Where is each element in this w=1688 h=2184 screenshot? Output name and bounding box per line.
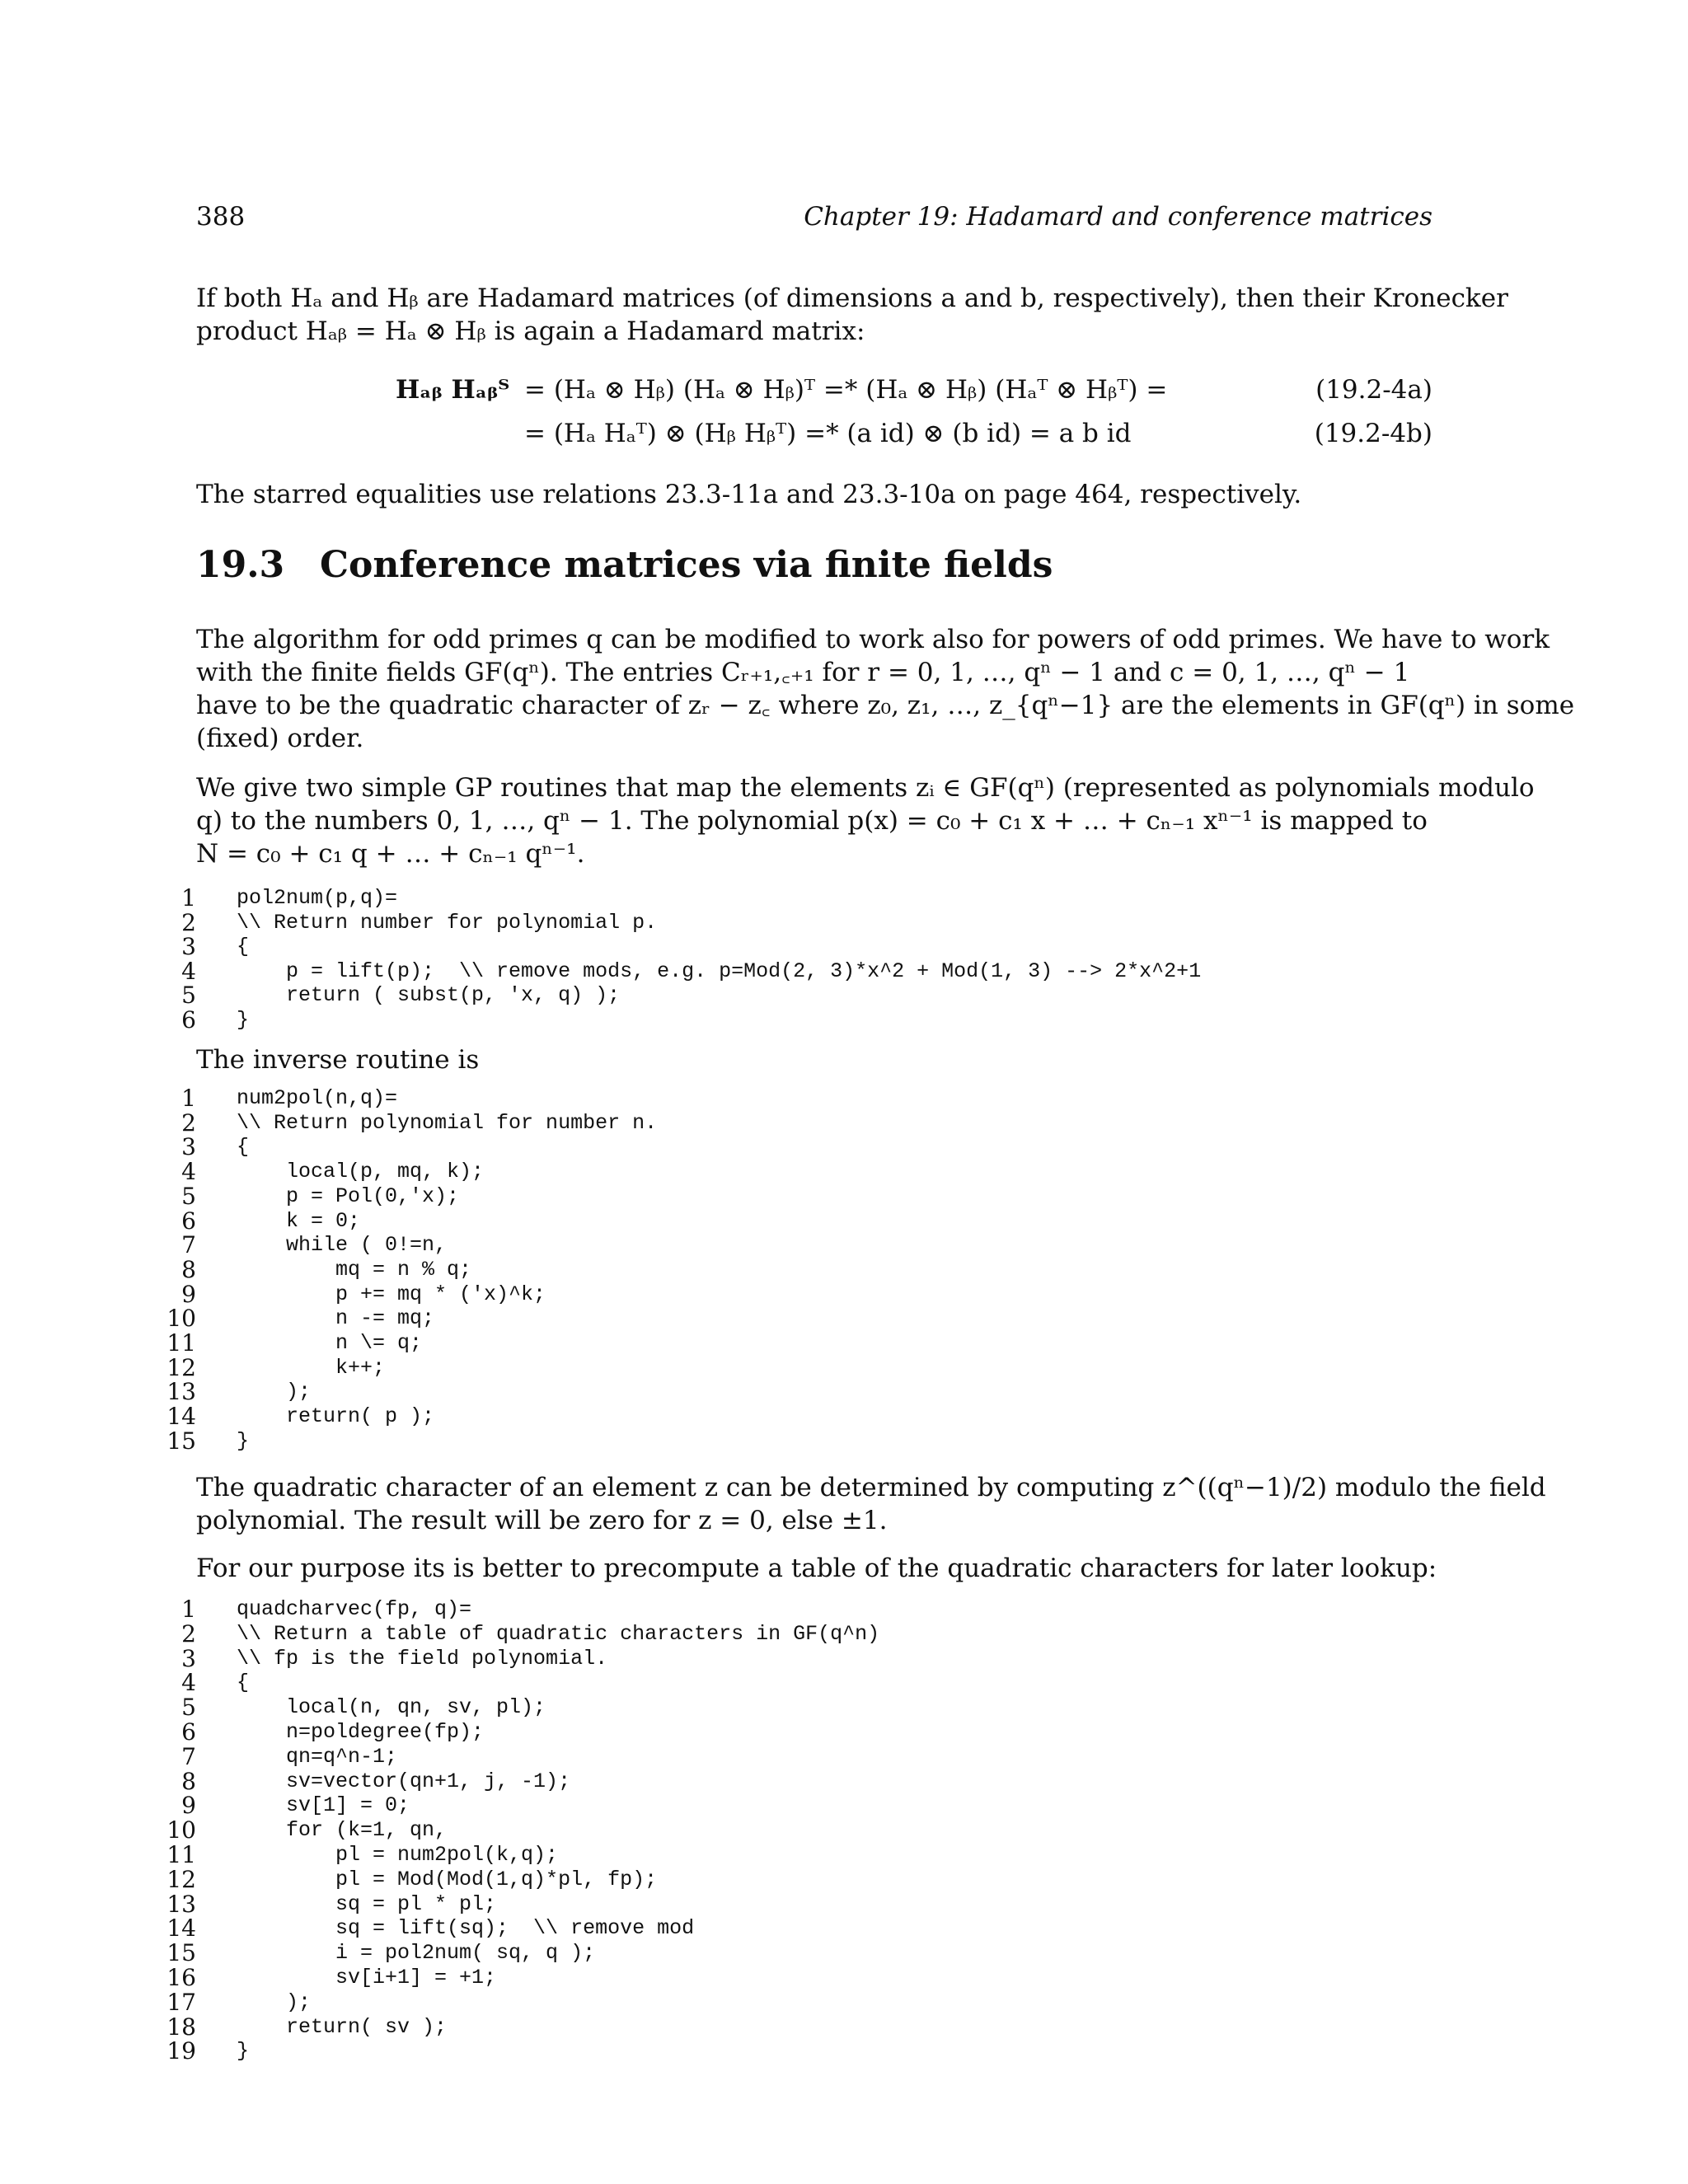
code-line-number: 10 <box>166 1816 196 1844</box>
code-line-number: 14 <box>166 1403 196 1431</box>
para2-line-3: N = c₀ + c₁ q + … + cₙ₋₁ qⁿ⁻¹. <box>196 839 585 869</box>
code-line: local(n, qn, sv, pl); <box>237 1695 546 1720</box>
code-line-number: 5 <box>181 982 196 1009</box>
para1-line-3: have to be the quadratic character of zᵣ − z꜀ where z₀, z₁, …, z_{qⁿ−1} are the elements in GF(qⁿ) in some <box>196 691 1575 720</box>
section-number: 19.3 <box>196 544 285 586</box>
code-line-number: 6 <box>181 1207 196 1235</box>
equation-a-number: (19.2-4a) <box>1315 375 1432 405</box>
code-line: return( sv ); <box>237 2014 448 2039</box>
code-line: sv[i+1] = +1; <box>237 1966 497 1990</box>
code-line: k++; <box>237 1355 386 1380</box>
code-line: n -= mq; <box>237 1306 435 1331</box>
para3-line-2: polynomial. The result will be zero for z = 0, else ±1. <box>196 1506 888 1535</box>
code-line: sq = pl * pl; <box>237 1891 497 1916</box>
code-line-number: 5 <box>181 1182 196 1210</box>
code-line: i = pol2num( sq, q ); <box>237 1941 596 1966</box>
code-line-number: 1 <box>181 884 196 912</box>
code-line: p = Pol(0,'x); <box>237 1183 460 1208</box>
equation-a-lhs: Hₐᵦ Hₐᵦᵀ <box>396 375 510 405</box>
code-line: k = 0; <box>237 1208 361 1233</box>
code-line-number: 8 <box>181 1255 196 1283</box>
code-line: pl = Mod(Mod(1,q)*pl, fp); <box>237 1867 658 1891</box>
inverse-intro: The inverse routine is <box>196 1045 480 1075</box>
code-line-number: 3 <box>181 1133 196 1161</box>
code-line-number: 2 <box>181 1108 196 1137</box>
code-line: sv[1] = 0; <box>237 1793 410 1818</box>
code-line: for (k=1, qn, <box>237 1818 448 1843</box>
starred-note: The starred equalities use relations 23.3-11a and 23.3-10a on page 464, respectively. <box>196 480 1302 509</box>
code-line-number: 9 <box>181 1792 196 1820</box>
code-line: return ( subst(p, 'x, q) ); <box>237 983 621 1007</box>
para2-line-1: We give two simple GP routines that map the elements zᵢ ∈ GF(qⁿ) (represented as polynomials modulo <box>196 773 1535 803</box>
code-line: \\ Return number for polynomial p. <box>237 910 658 935</box>
code-line-number: 4 <box>181 1158 196 1186</box>
code-line: n \= q; <box>237 1331 423 1355</box>
code-line-number: 17 <box>166 1988 196 2016</box>
code-line: num2pol(n,q)= <box>237 1086 398 1110</box>
code-line: } <box>237 1007 250 1032</box>
code-line-number: 3 <box>181 1644 196 1672</box>
code-line-number: 4 <box>181 1669 196 1697</box>
code-line: \\ Return polynomial for number n. <box>237 1110 658 1135</box>
code-line-number: 6 <box>181 1005 196 1033</box>
section-title: Conference matrices via finite fields <box>320 544 1053 586</box>
code-line: } <box>237 2039 250 2064</box>
para1-line-4: (fixed) order. <box>196 724 364 753</box>
code-line: pol2num(p,q)= <box>237 886 398 910</box>
code-line: mq = n % q; <box>237 1257 472 1282</box>
code-line: sv=vector(qn+1, j, -1); <box>237 1769 571 1793</box>
code-line: pl = num2pol(k,q); <box>237 1843 559 1867</box>
code-line-number: 14 <box>166 1915 196 1943</box>
code-line: sq = lift(sq); \\ remove mod <box>237 1916 695 1941</box>
running-title: Chapter 19: Hadamard and conference matrices <box>804 202 1432 232</box>
code-line-number: 12 <box>166 1353 196 1381</box>
code-line-number: 7 <box>181 1231 196 1259</box>
code-line: qn=q^n-1; <box>237 1744 398 1769</box>
code-line-number: 18 <box>166 2013 196 2041</box>
code-line-number: 9 <box>181 1280 196 1308</box>
code-line-number: 8 <box>181 1767 196 1795</box>
para2-line-2: q) to the numbers 0, 1, …, qⁿ − 1. The polynomial p(x) = c₀ + c₁ x + … + cₙ₋₁ xⁿ⁻¹ is mapped to <box>196 806 1428 836</box>
code-line-number: 11 <box>166 1841 196 1868</box>
code-line: p += mq * ('x)^k; <box>237 1282 546 1306</box>
code-line-number: 3 <box>181 933 196 960</box>
code-line-number: 6 <box>181 1718 196 1746</box>
code-line-number: 19 <box>166 2037 196 2065</box>
equation-a-rhs: = (Hₐ ⊗ Hᵦ) (Hₐ ⊗ Hᵦ)ᵀ =* (Hₐ ⊗ Hᵦ) (Hₐᵀ ⊗ Hᵦᵀ) = <box>524 375 1168 405</box>
code-line-number: 15 <box>166 1427 196 1455</box>
code-line: quadcharvec(fp, q)= <box>237 1597 472 1621</box>
code-line: { <box>237 935 250 958</box>
code-line-number: 4 <box>181 957 196 985</box>
code-line-number: 11 <box>166 1329 196 1357</box>
code-line-number: 10 <box>166 1305 196 1333</box>
equation-b-number: (19.2-4b) <box>1314 419 1432 448</box>
code-line: ); <box>237 1990 312 2014</box>
code-line-number: 2 <box>181 908 196 936</box>
code-line-number: 1 <box>181 1085 196 1112</box>
code-line-number: 13 <box>166 1890 196 1918</box>
equation-b-rhs: = (Hₐ Hₐᵀ) ⊗ (Hᵦ Hᵦᵀ) =* (a id) ⊗ (b id) = a b id <box>524 419 1132 448</box>
code-line: { <box>237 1671 250 1695</box>
code-line: return( p ); <box>237 1404 435 1429</box>
code-line: \\ fp is the field polynomial. <box>237 1646 608 1671</box>
para1-line-2: with the finite fields GF(qⁿ). The entries Cᵣ₊₁,꜀₊₁ for r = 0, 1, …, qⁿ − 1 and c = 0, 1, …, qⁿ − 1 <box>196 658 1410 687</box>
para1-line-1: The algorithm for odd primes q can be modified to work also for powers of odd primes. We have to work <box>196 625 1550 654</box>
page-number: 388 <box>196 202 246 232</box>
code-line: ); <box>237 1380 312 1404</box>
code-line-number: 7 <box>181 1742 196 1770</box>
code-line: } <box>237 1428 250 1453</box>
code-line-number: 2 <box>181 1619 196 1647</box>
code-line: { <box>237 1135 250 1160</box>
code-line: n=poldegree(fp); <box>237 1720 485 1744</box>
code-line: local(p, mq, k); <box>237 1160 485 1184</box>
code-line-number: 16 <box>166 1964 196 1991</box>
intro-line-2: product Hₐᵦ = Hₐ ⊗ Hᵦ is again a Hadamard matrix: <box>196 316 865 346</box>
para3-line-1: The quadratic character of an element z can be determined by computing z^((qⁿ−1)/2) modulo the field <box>196 1473 1546 1502</box>
code-line-number: 5 <box>181 1694 196 1722</box>
para4: For our purpose its is better to precompute a table of the quadratic characters for later lookup: <box>196 1554 1437 1583</box>
code-line: \\ Return a table of quadratic characters in GF(q^n) <box>237 1621 880 1646</box>
code-line-number: 1 <box>181 1596 196 1623</box>
code-line-number: 12 <box>166 1865 196 1893</box>
intro-line-1: If both Hₐ and Hᵦ are Hadamard matrices (of dimensions a and b, respectively), then their Kronecker <box>196 284 1508 313</box>
code-line: while ( 0!=n, <box>237 1233 448 1258</box>
code-line-number: 13 <box>166 1378 196 1406</box>
code-line: p = lift(p); \\ remove mods, e.g. p=Mod(2, 3)*x^2 + Mod(1, 3) --> 2*x^2+1 <box>237 958 1202 983</box>
code-line-number: 15 <box>166 1939 196 1967</box>
